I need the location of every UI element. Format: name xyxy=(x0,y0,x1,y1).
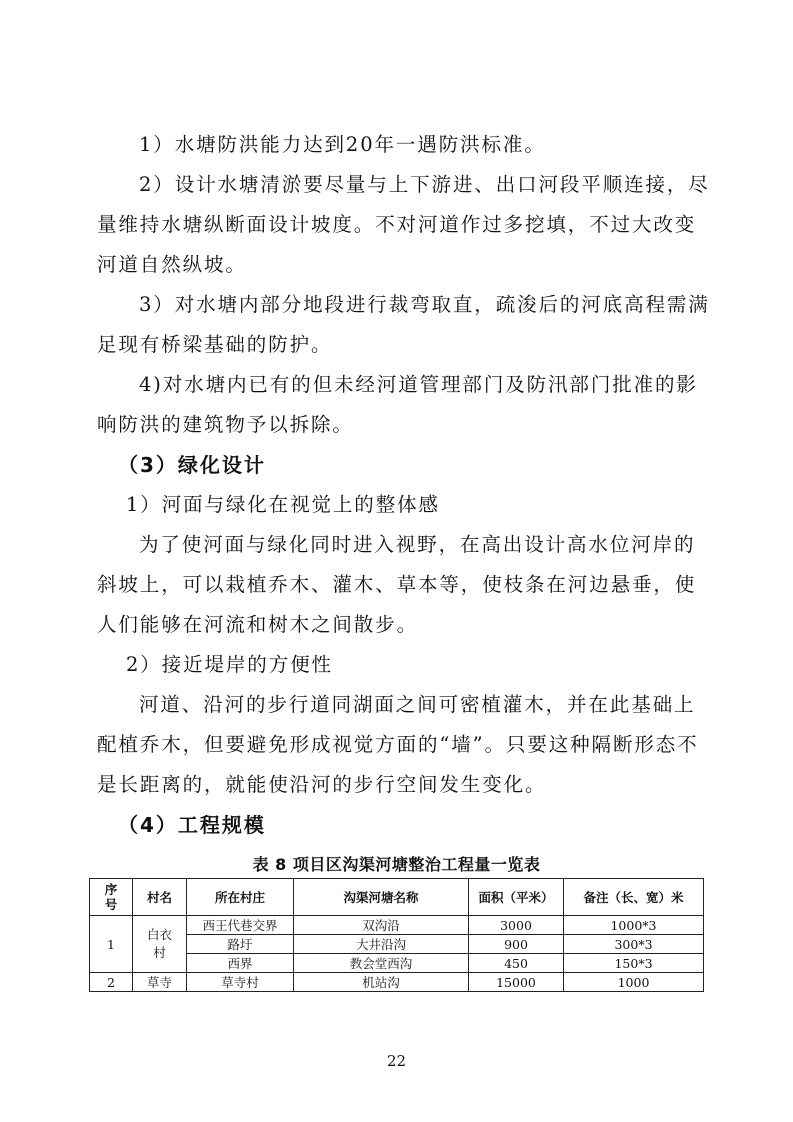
header-village: 村名 xyxy=(133,879,187,916)
greening-subitem-1: 1）河面与绿化在视觉上的整体感 xyxy=(126,493,440,516)
header-note: 备注（长、宽）米 xyxy=(564,879,704,916)
cell-note: 300*3 xyxy=(564,935,704,954)
cell-seq: 2 xyxy=(90,973,133,992)
header-seq: 序号 xyxy=(90,879,133,916)
cell-area: 900 xyxy=(469,935,564,954)
cell-hamlet: 西界 xyxy=(187,954,294,973)
demolition-item-line-1: 4)对水塘内已有的但未经河道管理部门及防汛部门批准的影 xyxy=(139,373,698,396)
header-area: 面积（平米） xyxy=(469,879,564,916)
header-channel: 沟渠河塘名称 xyxy=(294,879,469,916)
cell-hamlet: 草寺村 xyxy=(187,973,294,992)
cell-area: 3000 xyxy=(469,916,564,935)
greening-subitem-2: 2）接近堤岸的方便性 xyxy=(126,653,333,676)
cell-note: 1000*3 xyxy=(564,916,704,935)
project-scale-heading: （4）工程规模 xyxy=(118,813,266,837)
greening-para-1-line-3: 人们能够在河流和树木之间散步。 xyxy=(97,613,419,636)
cell-seq: 1 xyxy=(90,916,133,973)
dredging-item-line-3: 河道自然纵坡。 xyxy=(97,253,247,276)
channel-works-table xyxy=(89,878,704,992)
greening-para-2-line-2: 配植乔木，但要避免形成视觉方面的“墙”。只要这种隔断形态不 xyxy=(97,733,699,756)
table-row xyxy=(90,973,704,992)
cell-channel: 教会堂西沟 xyxy=(294,954,469,973)
greening-para-1-line-2: 斜坡上，可以栽植乔木、灌木、草本等，使枝条在河边悬垂，使 xyxy=(97,573,697,596)
page-number: 22 xyxy=(386,1052,407,1070)
cell-village: 白衣村 xyxy=(133,916,187,973)
table-row xyxy=(90,916,704,935)
demolition-item-line-2: 响防洪的建筑物予以拆除。 xyxy=(97,413,354,436)
cell-area: 15000 xyxy=(469,973,564,992)
cell-channel: 大井沿沟 xyxy=(294,935,469,954)
greening-design-heading: （3）绿化设计 xyxy=(118,453,266,477)
greening-para-2-line-1: 河道、沿河的步行道同湖面之间可密植灌木，并在此基础上 xyxy=(139,693,696,716)
dredging-item-line-1: 2）设计水塘清淤要尽量与上下游进、出口河段平顺连接，尽 xyxy=(139,173,710,196)
dredging-item-line-2: 量维持水塘纵断面设计坡度。不对河道作过多挖填，不过大改变 xyxy=(97,213,697,236)
cell-hamlet: 西王代巷交界 xyxy=(187,916,294,935)
table-caption: 表 8 项目区沟渠河塘整治工程量一览表 xyxy=(252,855,541,874)
greening-para-2-line-3: 是长距离的，就能使沿河的步行空间发生变化。 xyxy=(97,773,547,796)
table-header-row xyxy=(90,879,704,916)
cell-note: 1000 xyxy=(564,973,704,992)
cell-hamlet: 路圩 xyxy=(187,935,294,954)
straightening-item-line-1: 3）对水塘内部分地段进行裁弯取直，疏浚后的河底高程需满 xyxy=(139,293,710,316)
greening-para-1-line-1: 为了使河面与绿化同时进入视野，在高出设计高水位河岸的 xyxy=(139,533,696,556)
cell-note: 150*3 xyxy=(564,954,704,973)
cell-channel: 双沟沿 xyxy=(294,916,469,935)
cell-area: 450 xyxy=(469,954,564,973)
header-hamlet: 所在村庄 xyxy=(187,879,294,916)
cell-village: 草寺 xyxy=(133,973,187,992)
cell-channel: 机站沟 xyxy=(294,973,469,992)
flood-standard-item: 1）水塘防洪能力达到20年一遇防洪标准。 xyxy=(139,133,546,156)
straightening-item-line-2: 足现有桥梁基础的防护。 xyxy=(97,333,333,356)
